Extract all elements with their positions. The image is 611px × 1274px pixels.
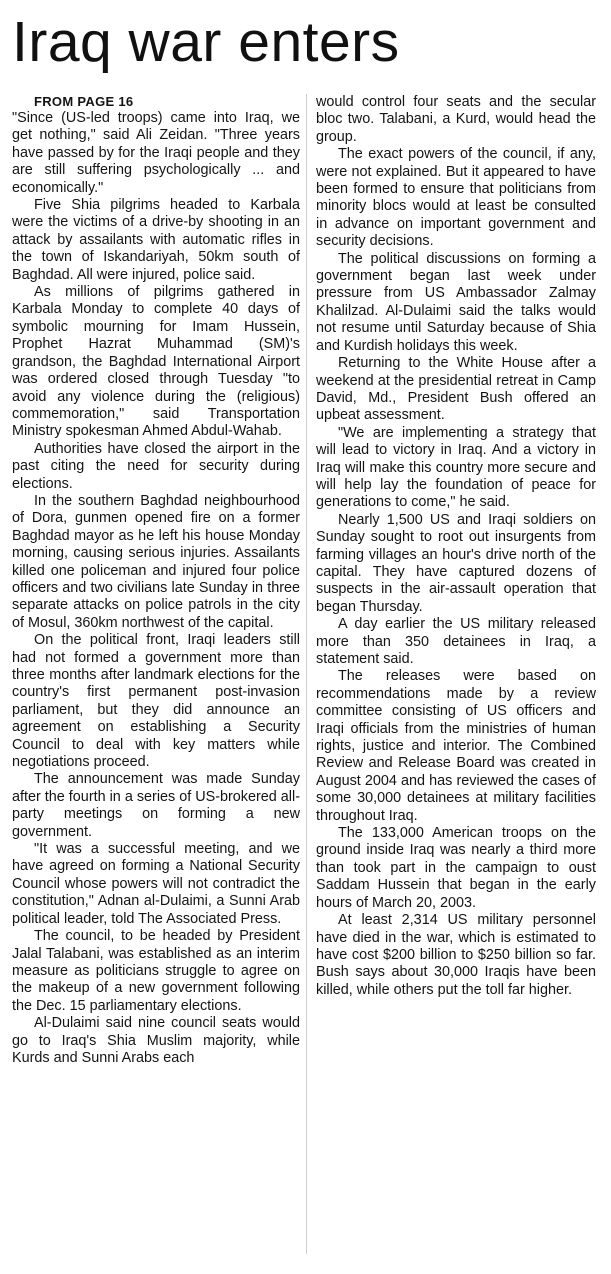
paragraph: At least 2,314 US military personnel have died in the war, which is estimated to have cost $200 billion to $250 billion so far. Bush says about 30,000 Iraqis have been killed, while others put the toll far higher. [316,912,596,998]
article-column-left [12,94,300,1067]
paragraph: "Since (US-led troops) came into Iraq, we get nothing," said Ali Zeidan. "Three years have passed by for the Iraqi people and they are still suffering psychologically ... and economically." [12,110,300,196]
paragraph: Authorities have closed the airport in the past citing the need for security during elections. [12,440,300,492]
paragraph: Al-Dulaimi said nine council seats would go to Iraq's Shia Muslim majority, while Kurds and Sunni Arabs each [12,1015,300,1066]
paragraph: A day earlier the US military released more than 350 detainees in Iraq, a statement said. [316,616,596,667]
paragraph: Five Shia pilgrims headed to Karbala were the victims of a drive-by shooting in an attack by assailants with automatic rifles in the town of Iskandariyah, 50km south of Baghdad. All were injured, police said. [12,197,300,283]
paragraph: The council, to be headed by President Jalal Talabani, was established as an interim measure as politicians struggle to agree on the makeup of a new government following the Dec. 15 parliamentary elections. [12,928,300,1014]
paragraph: The exact powers of the council, if any, were not explained. But it appeared to have been formed to ensure that politicians from minority blocs would at least be consulted in advance on important government and security decisions. [316,146,596,250]
paragraph: In the southern Baghdad neighbourhood of Dora, gunmen opened fire on a former Baghdad mayor as he left his house Monday morning, causing serious injuries. Assailants killed one policeman and injured four police officers and two civilians late Sunday in three separate attacks on police patrols in the city of Mosul, 360km northwest of the capital. [12,492,300,631]
column-divider [306,94,307,1254]
paragraph: would control four seats and the secular bloc two. Talabani, a Kurd, would head the group. [316,94,596,145]
paragraph: The political discussions on forming a government began last week under pressure from US Ambassador Zalmay Khalilzad. Al-Dulaimi said the talks would not resume until Saturday because of Shia and Kurdish holidays this week. [316,250,596,354]
paragraph: "It was a successful meeting, and we have agreed on forming a National Security Council whose powers will not contradict the constitution," Adnan al-Dulaimi, a Sunni Arab political leader, told The Associated Press. [12,841,300,927]
article-column-right [316,94,596,999]
paragraph: The announcement was made Sunday after the fourth in a series of US-brokered all-party meetings on forming a new government. [12,771,300,840]
paragraph: "We are implementing a strategy that will lead to victory in Iraq. And a victory in Iraq will make this country more secure and will help lay the foundation of peace for generations to come," he said. [316,424,596,511]
headline: Iraq war enters [12,10,400,74]
paragraph: Returning to the White House after a weekend at the presidential retreat in Camp David, Md., President Bush offered an upbeat assessment. [316,355,596,424]
paragraph: On the political front, Iraqi leaders still had not formed a government more than three months after landmark elections for the country's first permanent post-invasion parliament, but they did announce an agreement on establishing a Security Council to deal with key matters while negotiations proceed. [12,632,300,771]
kicker: FROM PAGE 16 [34,94,134,109]
paragraph: The releases were based on recommendations made by a review committee consisting of US officers and Iraqi officials from the ministries of human rights, justice and interior. The Combined Review and Release Board was created in August 2004 and has reviewed the cases of some 30,000 detainees at military facilities throughout Iraq. [316,668,596,824]
paragraph: As millions of pilgrims gathered in Karbala Monday to complete 40 days of symbolic mourning for Imam Hussein, Prophet Hazrat Muhammad (SM)'s grandson, the Baghdad International Airport was ordered closed through Tuesday "to avoid any violence during the (religious) commemoration," said Transportation Ministry spokesman Ahmed Abdul-Wahab. [12,284,300,440]
paragraph: The 133,000 American troops on the ground inside Iraq was nearly a third more than took part in the campaign to oust Saddam Hussein that began in the early hours of March 20, 2003. [316,825,596,911]
paragraph: Nearly 1,500 US and Iraqi soldiers on Sunday sought to root out insurgents from farming villages an hour's drive north of the capital. They have captured dozens of suspects in the air-assault operation that began Thursday. [316,511,596,615]
